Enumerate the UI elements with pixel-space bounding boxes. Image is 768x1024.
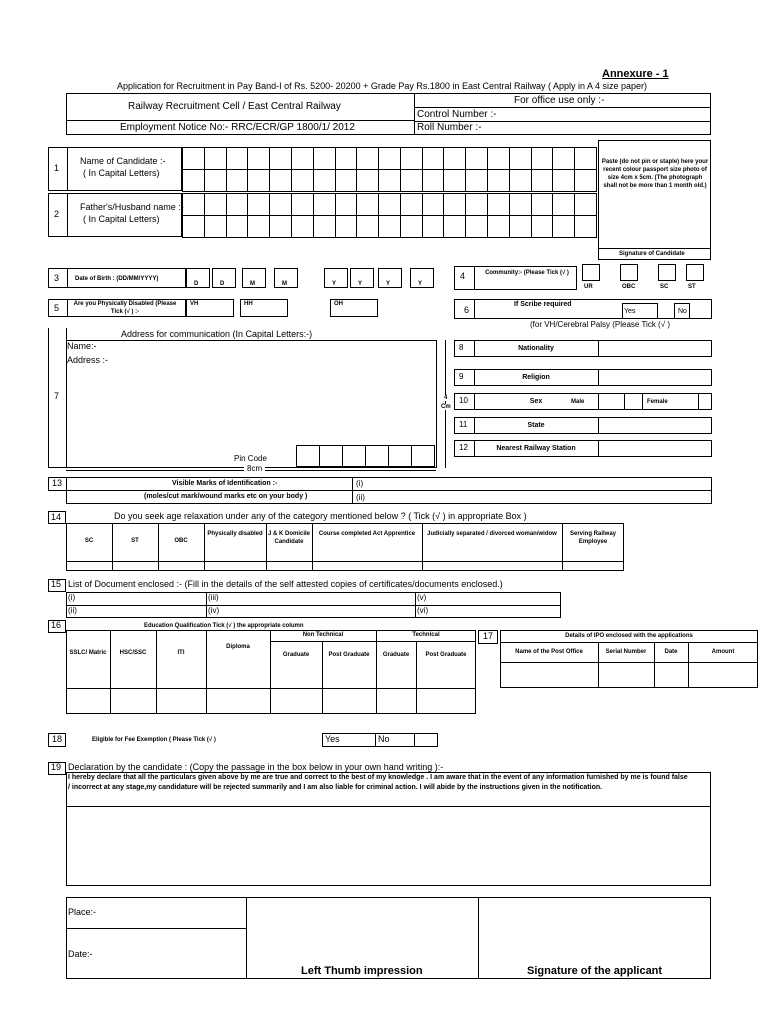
- fee-exemption-box[interactable]: [414, 733, 438, 747]
- row-number: 5: [54, 303, 60, 313]
- dim-8cm: 8cm: [244, 465, 265, 473]
- letter-cell[interactable]: [204, 147, 227, 170]
- railway-cell-title: Railway Recruitment Cell / East Central Railway: [128, 101, 341, 112]
- dob-box-label: Y: [332, 281, 337, 287]
- letter-cell[interactable]: [552, 147, 575, 170]
- row-number: 8: [459, 343, 464, 352]
- dob-box-label: Y: [386, 281, 391, 287]
- letter-cell[interactable]: [226, 215, 249, 238]
- letter-cell[interactable]: [443, 169, 466, 192]
- education-col-header: SSLC/ Matric: [69, 650, 107, 656]
- detail-label: Sex: [529, 398, 543, 405]
- dob-box-label: D: [220, 281, 225, 287]
- row-number: 14: [51, 512, 62, 522]
- letter-cell[interactable]: [465, 147, 488, 170]
- letter-cell[interactable]: [378, 147, 401, 170]
- applicant-signature-label: Signature of the applicant: [527, 965, 663, 977]
- detail-label: Religion: [522, 374, 550, 381]
- dob-box-label: M: [282, 281, 287, 287]
- fee-yes-label: Yes: [325, 734, 340, 744]
- letter-cell[interactable]: [465, 193, 488, 216]
- letter-cell[interactable]: [509, 147, 532, 170]
- letter-cell[interactable]: [269, 169, 292, 192]
- relaxation-col-header: Course completed Act Apprentice: [318, 531, 416, 537]
- name-label: Name of Candidate :-: [80, 156, 166, 166]
- ipo-table[interactable]: [500, 630, 758, 688]
- sex-male-label: Male: [571, 399, 585, 405]
- document-entry[interactable]: (iii): [208, 593, 219, 602]
- letter-cell[interactable]: [487, 147, 510, 170]
- letter-cell[interactable]: [335, 169, 358, 192]
- father-name-label: Father's/Husband name :-: [80, 202, 184, 212]
- letter-cell[interactable]: [400, 169, 423, 192]
- identification-sub: (moles/cut mark/wound marks etc on your body ): [144, 493, 308, 500]
- sex-female-label: Female: [647, 399, 668, 405]
- letter-cell[interactable]: [356, 215, 379, 238]
- detail-label: Nationality: [518, 345, 554, 352]
- relaxation-col-header: Serving Railway Employee: [569, 531, 617, 545]
- letter-cell[interactable]: [531, 215, 554, 238]
- letter-cell[interactable]: [422, 193, 445, 216]
- letter-cell[interactable]: [574, 169, 597, 192]
- letter-cell[interactable]: [378, 169, 401, 192]
- letter-cell[interactable]: [487, 215, 510, 238]
- relaxation-col-header: ST: [131, 538, 139, 544]
- letter-cell[interactable]: [226, 169, 249, 192]
- education-table[interactable]: [66, 630, 476, 714]
- row-number: 6: [464, 305, 470, 315]
- pin-code-grid[interactable]: [296, 445, 436, 467]
- row-number: 13: [52, 478, 63, 488]
- thumb-label: Left Thumb impression: [301, 965, 423, 977]
- scribe-label: If Scribe required: [514, 301, 572, 308]
- letter-cell[interactable]: [552, 215, 575, 238]
- father-name-grid[interactable]: [182, 193, 596, 237]
- letter-cell[interactable]: [291, 193, 314, 216]
- row-number: 2: [54, 209, 60, 219]
- name-sub: ( In Capital Letters): [83, 168, 160, 178]
- relaxation-col-header: J & K Domicile Candidate: [267, 531, 310, 545]
- letter-cell[interactable]: [552, 169, 575, 192]
- age-relaxation-label: Do you seek age relaxation under any of the category mentioned below ? ( Tick (√ ) in appropriate Box ): [114, 511, 527, 521]
- education-label: Education Qualification Tick (√ ) the appropriate column: [144, 623, 304, 629]
- letter-cell[interactable]: [247, 215, 270, 238]
- address-name-label: Name:-: [67, 341, 97, 351]
- address-address-label: Address :-: [67, 355, 109, 365]
- row-number: 3: [54, 273, 60, 283]
- relaxation-col-header: OBC: [174, 538, 188, 544]
- letter-cell[interactable]: [247, 193, 270, 216]
- education-sub-header: Graduate: [382, 652, 410, 658]
- date-label: Date:-: [68, 949, 93, 959]
- annexure-label: Annexure - 1: [602, 68, 669, 80]
- dim-cm: Cm: [441, 404, 451, 410]
- identification-label: Visible Marks of Identification :-: [172, 480, 278, 487]
- letter-cell[interactable]: [313, 169, 336, 192]
- letter-cell[interactable]: [204, 169, 227, 192]
- letter-cell[interactable]: [465, 169, 488, 192]
- letter-cell[interactable]: [400, 147, 423, 170]
- letter-cell[interactable]: [378, 215, 401, 238]
- education-sub-header: Post Graduate: [425, 652, 467, 658]
- letter-cell[interactable]: [443, 215, 466, 238]
- letter-cell[interactable]: [291, 147, 314, 170]
- letter-cell[interactable]: [422, 215, 445, 238]
- letter-cell[interactable]: [182, 193, 205, 216]
- letter-cell[interactable]: [291, 169, 314, 192]
- identification-i[interactable]: (i): [356, 479, 364, 488]
- letter-cell[interactable]: [574, 147, 597, 170]
- letter-cell[interactable]: [378, 193, 401, 216]
- ipo-col-header: Date: [664, 649, 678, 655]
- letter-cell[interactable]: [356, 147, 379, 170]
- letter-cell[interactable]: [400, 193, 423, 216]
- detail-label: State: [527, 422, 545, 429]
- letter-cell[interactable]: [335, 147, 358, 170]
- letter-cell[interactable]: [574, 215, 597, 238]
- letter-cell[interactable]: [487, 169, 510, 192]
- community-box-ur[interactable]: [582, 264, 600, 281]
- dob-box-label: Y: [358, 281, 363, 287]
- dob-box-label: M: [250, 281, 255, 287]
- disability-label: Are you Physically Disabled (Please Tick (√ ) :-: [73, 301, 177, 315]
- document-entry[interactable]: (v): [417, 593, 427, 602]
- documents-label: List of Document enclosed :- (Fill in the details of the self attested copies of certificates/documents enclosed.): [68, 579, 503, 589]
- community-box-st[interactable]: [686, 264, 704, 281]
- letter-cell[interactable]: [531, 193, 554, 216]
- letter-cell[interactable]: [443, 193, 466, 216]
- community-label: UR: [584, 284, 593, 290]
- relaxation-col-header: Judicially separated / divorced woman/widow: [427, 531, 557, 537]
- letter-cell[interactable]: [356, 169, 379, 192]
- row-number: 18: [52, 734, 63, 744]
- letter-cell[interactable]: [247, 169, 270, 192]
- scribe-yes: Yes: [624, 308, 636, 315]
- community-label: SC: [660, 284, 669, 290]
- row-number: 15: [51, 579, 62, 589]
- education-col-header: Diploma: [226, 644, 250, 650]
- letter-cell[interactable]: [313, 215, 336, 238]
- relaxation-col-header: SC: [84, 538, 94, 544]
- age-relaxation-table[interactable]: [66, 523, 624, 571]
- row-number: 17: [483, 631, 494, 641]
- community-box-obc[interactable]: [620, 264, 638, 281]
- pin-digit[interactable]: [319, 445, 343, 467]
- letter-cell[interactable]: [182, 169, 205, 192]
- letter-cell[interactable]: [443, 147, 466, 170]
- community-label: ST: [688, 284, 696, 290]
- candidate-name-grid[interactable]: [182, 147, 596, 191]
- roll-number-label: Roll Number :-: [417, 122, 482, 133]
- pin-code-label: Pin Code: [234, 454, 267, 463]
- pin-digit[interactable]: [342, 445, 366, 467]
- dob-label: Date of Birth : (DD/MM/YYYY): [75, 276, 159, 282]
- row-number: 12: [459, 443, 468, 452]
- letter-cell[interactable]: [400, 215, 423, 238]
- fee-exemption-label: Eligible for Fee Exemption ( Please Tick (√ ): [92, 737, 216, 743]
- letter-cell[interactable]: [226, 147, 249, 170]
- education-sub-header: Post Graduate: [328, 652, 370, 658]
- ipo-col-header: Name of the Post Office: [515, 649, 583, 655]
- control-number-label: Control Number :-: [417, 109, 497, 120]
- community-box-sc[interactable]: [658, 264, 676, 281]
- document-entry[interactable]: (vi): [417, 606, 429, 615]
- letter-cell[interactable]: [247, 147, 270, 170]
- pin-digit[interactable]: [388, 445, 412, 467]
- fee-no-label: No: [378, 734, 390, 744]
- letter-cell[interactable]: [422, 169, 445, 192]
- letter-cell[interactable]: [422, 147, 445, 170]
- letter-cell[interactable]: [269, 147, 292, 170]
- row-number: 1: [54, 163, 60, 173]
- address-title: Address for communication (In Capital Letters:-): [121, 329, 313, 339]
- employment-notice: Employment Notice No:- RRC/ECR/GP 1800/1/ 2012: [120, 122, 355, 133]
- dob-box-label: D: [194, 281, 199, 287]
- relaxation-col-header: Physically disabled: [207, 531, 263, 537]
- non-technical-header: Non Technical: [302, 632, 344, 638]
- letter-cell[interactable]: [313, 193, 336, 216]
- signature-of-candidate-label: Signature of Candidate: [619, 251, 685, 257]
- letter-cell[interactable]: [269, 193, 292, 216]
- declaration-text: I hereby declare that all the particulars given above by me are true and correct to the best of my knowledge . I am aware that in the event of any information furnished by me is found false / incorrect at any stage,my candidature will be rejected summarily and I am also liable for criminal action. I will abide by the instructions given in the notification.: [68, 774, 688, 791]
- document-entry[interactable]: (iv): [208, 606, 220, 615]
- disability-label: OH: [334, 301, 343, 307]
- technical-header: Technical: [412, 632, 440, 638]
- documents-table[interactable]: [66, 592, 561, 618]
- letter-cell[interactable]: [465, 215, 488, 238]
- declaration-title: Declaration by the candidate : (Copy the passage in the box below in your own hand writing ):-: [68, 762, 444, 772]
- letter-cell[interactable]: [182, 215, 205, 238]
- letter-cell[interactable]: [204, 215, 227, 238]
- scribe-sub: (for VH/Cerebral Palsy (Please Tick (√ ): [530, 320, 670, 329]
- scribe-no: No: [678, 308, 687, 315]
- row-number: 11: [459, 420, 468, 429]
- letter-cell[interactable]: [531, 169, 554, 192]
- photo-instructions: Paste (do not pin or staple) here your recent colour passport size photo of size 4cm x 5cm. (The photograph shall not be more than 1 month old.): [601, 159, 709, 189]
- letter-cell[interactable]: [356, 193, 379, 216]
- identification-ii[interactable]: (ii): [356, 493, 365, 502]
- disability-label: HH: [244, 301, 253, 307]
- pin-digit[interactable]: [411, 445, 435, 467]
- pin-digit[interactable]: [365, 445, 389, 467]
- office-use-label: For office use only :-: [514, 95, 605, 106]
- letter-cell[interactable]: [531, 147, 554, 170]
- letter-cell[interactable]: [291, 215, 314, 238]
- letter-cell[interactable]: [204, 193, 227, 216]
- letter-cell[interactable]: [226, 193, 249, 216]
- row-number: 4: [460, 271, 466, 281]
- dob-box-label: Y: [418, 281, 423, 287]
- letter-cell[interactable]: [509, 169, 532, 192]
- detail-label: Nearest Railway Station: [496, 445, 576, 452]
- personal-details-rows: [454, 340, 712, 458]
- letter-cell[interactable]: [552, 193, 575, 216]
- row-number: 7: [54, 391, 60, 401]
- education-col-header: HSC/SSC: [119, 650, 147, 656]
- letter-cell[interactable]: [509, 215, 532, 238]
- dob-grid[interactable]: [186, 266, 440, 290]
- row-number: 19: [51, 762, 62, 772]
- row-number: 16: [51, 620, 62, 630]
- letter-cell[interactable]: [574, 193, 597, 216]
- dim-4: 4: [444, 395, 448, 401]
- handwriting-area[interactable]: [67, 807, 710, 885]
- ipo-col-header: Amount: [711, 649, 735, 655]
- ipo-title: Details of IPO enclosed with the applications: [565, 633, 693, 639]
- document-entry[interactable]: (i): [68, 593, 76, 602]
- disability-label: VH: [190, 301, 199, 307]
- row-number: 10: [459, 396, 468, 405]
- letter-cell[interactable]: [335, 215, 358, 238]
- pin-digit[interactable]: [296, 445, 320, 467]
- letter-cell[interactable]: [487, 193, 510, 216]
- row-number: 9: [459, 372, 464, 381]
- father-name-sub: ( In Capital Letters): [83, 214, 160, 224]
- document-entry[interactable]: (ii): [68, 606, 77, 615]
- community-label: Community:- (Please Tick (√ ): [485, 270, 569, 276]
- ipo-col-header: Serial Number: [605, 649, 647, 655]
- education-col-header: ITI: [177, 650, 185, 656]
- community-label: OBC: [622, 284, 636, 290]
- application-title: Application for Recruitment in Pay Band-I of Rs. 5200- 20200 + Grade Pay Rs.1800 in East Central Railway ( Apply in A 4 size paper): [117, 81, 648, 91]
- disability-options[interactable]: [186, 299, 380, 319]
- letter-cell[interactable]: [509, 193, 532, 216]
- education-sub-header: Graduate: [282, 652, 310, 658]
- letter-cell[interactable]: [313, 147, 336, 170]
- letter-cell[interactable]: [182, 147, 205, 170]
- letter-cell[interactable]: [335, 193, 358, 216]
- community-options[interactable]: [578, 264, 712, 294]
- letter-cell[interactable]: [269, 215, 292, 238]
- place-label: Place:-: [68, 907, 97, 917]
